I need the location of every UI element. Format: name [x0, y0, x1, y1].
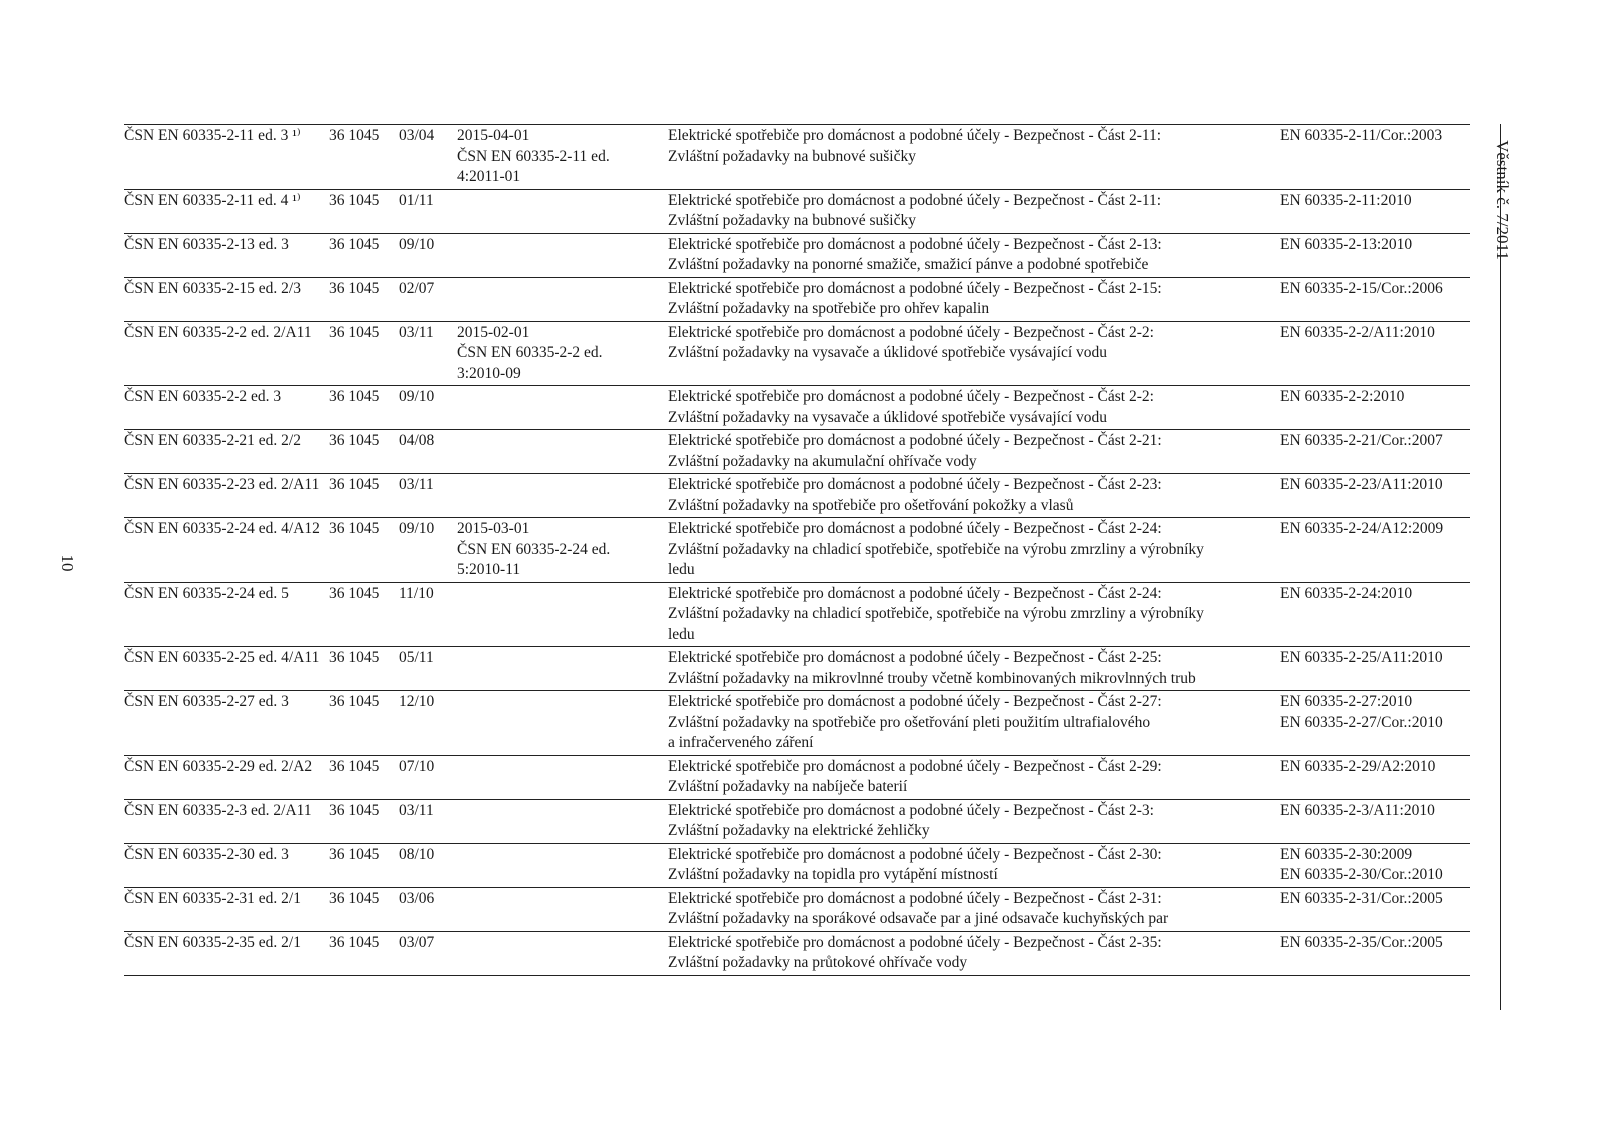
en-reference: EN 60335-2-24/A12:2009 — [1280, 518, 1470, 583]
table-row — [124, 518, 1470, 583]
standard-designation: ČSN EN 60335-2-23 ed. 2/A11 — [124, 474, 329, 518]
en-reference: EN 60335-2-23/A11:2010 — [1280, 474, 1470, 518]
standard-title: Elektrické spotřebiče pro domácnost a podobné účely - Bezpečnost - Část 2-11: Zvláštní požadavky na bubnové sušičky — [668, 125, 1280, 190]
journal-title: Věstník č. 7/2011 — [1493, 140, 1512, 260]
issue-date: 03/11 — [399, 474, 457, 518]
classification-code: 36 1045 — [329, 189, 399, 233]
table-row — [124, 125, 1470, 190]
classification-code: 36 1045 — [329, 799, 399, 843]
withdrawal-date — [457, 887, 668, 931]
table-row — [124, 277, 1470, 321]
table-row — [124, 691, 1470, 756]
issue-date: 09/10 — [399, 386, 457, 430]
withdrawal-date — [457, 755, 668, 799]
classification-code: 36 1045 — [329, 647, 399, 691]
standard-title: Elektrické spotřebiče pro domácnost a podobné účely - Bezpečnost - Část 2-29: Zvláštní požadavky na nabíječe baterií — [668, 755, 1280, 799]
en-reference: EN 60335-2-25/A11:2010 — [1280, 647, 1470, 691]
table-row — [124, 931, 1470, 975]
standard-designation: ČSN EN 60335-2-11 ed. 3 ¹⁾ — [124, 125, 329, 190]
table-row — [124, 430, 1470, 474]
standard-designation: ČSN EN 60335-2-25 ed. 4/A11 — [124, 647, 329, 691]
classification-code: 36 1045 — [329, 277, 399, 321]
standard-designation: ČSN EN 60335-2-31 ed. 2/1 — [124, 887, 329, 931]
standard-title: Elektrické spotřebiče pro domácnost a podobné účely - Bezpečnost - Část 2-3: Zvláštní požadavky na elektrické žehličky — [668, 799, 1280, 843]
issue-date: 09/10 — [399, 518, 457, 583]
standard-title: Elektrické spotřebiče pro domácnost a podobné účely - Bezpečnost - Část 2-24: Zvláštní požadavky na chladicí spotřebiče, spotřebiče na výrobu zmrzliny a výrobníky ledu — [668, 518, 1280, 583]
table-row — [124, 799, 1470, 843]
issue-date: 02/07 — [399, 277, 457, 321]
issue-date: 11/10 — [399, 582, 457, 647]
withdrawal-date — [457, 189, 668, 233]
issue-date: 01/11 — [399, 189, 457, 233]
standard-designation: ČSN EN 60335-2-24 ed. 4/A12 — [124, 518, 329, 583]
standard-designation: ČSN EN 60335-2-3 ed. 2/A11 — [124, 799, 329, 843]
en-reference: EN 60335-2-24:2010 — [1280, 582, 1470, 647]
standard-designation: ČSN EN 60335-2-27 ed. 3 — [124, 691, 329, 756]
classification-code: 36 1045 — [329, 518, 399, 583]
standard-title: Elektrické spotřebiče pro domácnost a podobné účely - Bezpečnost - Část 2-25: Zvláštní požadavky na mikrovlnné trouby včetně kombinovaných mikrovlnných trub — [668, 647, 1280, 691]
issue-date: 03/04 — [399, 125, 457, 190]
en-reference: EN 60335-2-21/Cor.:2007 — [1280, 430, 1470, 474]
en-reference: EN 60335-2-3/A11:2010 — [1280, 799, 1470, 843]
issue-date: 12/10 — [399, 691, 457, 756]
classification-code: 36 1045 — [329, 233, 399, 277]
classification-code: 36 1045 — [329, 582, 399, 647]
table-row — [124, 233, 1470, 277]
classification-code: 36 1045 — [329, 843, 399, 887]
en-reference: EN 60335-2-15/Cor.:2006 — [1280, 277, 1470, 321]
withdrawal-date — [457, 843, 668, 887]
en-reference: EN 60335-2-35/Cor.:2005 — [1280, 931, 1470, 975]
en-reference: EN 60335-2-29/A2:2010 — [1280, 755, 1470, 799]
classification-code: 36 1045 — [329, 755, 399, 799]
table-row — [124, 843, 1470, 887]
withdrawal-date: 2015-02-01 ČSN EN 60335-2-2 ed. 3:2010-09 — [457, 321, 668, 386]
en-reference: EN 60335-2-2/A11:2010 — [1280, 321, 1470, 386]
issue-date: 03/11 — [399, 321, 457, 386]
table-row — [124, 755, 1470, 799]
standard-designation: ČSN EN 60335-2-35 ed. 2/1 — [124, 931, 329, 975]
withdrawal-date — [457, 799, 668, 843]
standard-title: Elektrické spotřebiče pro domácnost a podobné účely - Bezpečnost - Část 2-11: Zvláštní požadavky na bubnové sušičky — [668, 189, 1280, 233]
table-row — [124, 582, 1470, 647]
issue-date: 04/08 — [399, 430, 457, 474]
standard-designation: ČSN EN 60335-2-24 ed. 5 — [124, 582, 329, 647]
standard-designation: ČSN EN 60335-2-2 ed. 2/A11 — [124, 321, 329, 386]
withdrawal-date — [457, 647, 668, 691]
en-reference: EN 60335-2-11:2010 — [1280, 189, 1470, 233]
en-reference: EN 60335-2-11/Cor.:2003 — [1280, 125, 1470, 190]
standard-title: Elektrické spotřebiče pro domácnost a podobné účely - Bezpečnost - Část 2-15: Zvláštní požadavky na spotřebiče pro ohřev kapalin — [668, 277, 1280, 321]
withdrawal-date — [457, 691, 668, 756]
withdrawal-date: 2015-04-01 ČSN EN 60335-2-11 ed. 4:2011-01 — [457, 125, 668, 190]
standard-title: Elektrické spotřebiče pro domácnost a podobné účely - Bezpečnost - Část 2-35: Zvláštní požadavky na průtokové ohřívače vody — [668, 931, 1280, 975]
en-reference: EN 60335-2-30:2009 EN 60335-2-30/Cor.:2010 — [1280, 843, 1470, 887]
en-reference: EN 60335-2-2:2010 — [1280, 386, 1470, 430]
issue-date: 08/10 — [399, 843, 457, 887]
withdrawal-date — [457, 931, 668, 975]
standard-designation: ČSN EN 60335-2-2 ed. 3 — [124, 386, 329, 430]
withdrawal-date — [457, 430, 668, 474]
classification-code: 36 1045 — [329, 386, 399, 430]
table-row — [124, 647, 1470, 691]
issue-date: 03/06 — [399, 887, 457, 931]
en-reference: EN 60335-2-31/Cor.:2005 — [1280, 887, 1470, 931]
standard-designation: ČSN EN 60335-2-21 ed. 2/2 — [124, 430, 329, 474]
standard-title: Elektrické spotřebiče pro domácnost a podobné účely - Bezpečnost - Část 2-2: Zvláštní požadavky na vysavače a úklidové spotřebiče vysávající vodu — [668, 386, 1280, 430]
standard-title: Elektrické spotřebiče pro domácnost a podobné účely - Bezpečnost - Část 2-21: Zvláštní požadavky na akumulační ohřívače vody — [668, 430, 1280, 474]
issue-date: 05/11 — [399, 647, 457, 691]
standard-designation: ČSN EN 60335-2-30 ed. 3 — [124, 843, 329, 887]
page-number: 10 — [58, 554, 77, 572]
classification-code: 36 1045 — [329, 887, 399, 931]
withdrawal-date — [457, 582, 668, 647]
withdrawal-date — [457, 474, 668, 518]
withdrawal-date: 2015-03-01 ČSN EN 60335-2-24 ed. 5:2010-11 — [457, 518, 668, 583]
table-row — [124, 887, 1470, 931]
standards-table — [124, 124, 1470, 976]
classification-code: 36 1045 — [329, 474, 399, 518]
standard-designation: ČSN EN 60335-2-29 ed. 2/A2 — [124, 755, 329, 799]
standards-table-body — [124, 125, 1470, 976]
classification-code: 36 1045 — [329, 321, 399, 386]
withdrawal-date — [457, 277, 668, 321]
table-row — [124, 386, 1470, 430]
issue-date: 07/10 — [399, 755, 457, 799]
withdrawal-date — [457, 386, 668, 430]
table-row — [124, 189, 1470, 233]
table-row — [124, 474, 1470, 518]
standard-title: Elektrické spotřebiče pro domácnost a podobné účely - Bezpečnost - Část 2-13: Zvláštní požadavky na ponorné smažiče, smažicí pánve a podobné spotřebiče — [668, 233, 1280, 277]
classification-code: 36 1045 — [329, 691, 399, 756]
standard-designation: ČSN EN 60335-2-13 ed. 3 — [124, 233, 329, 277]
en-reference: EN 60335-2-13:2010 — [1280, 233, 1470, 277]
standards-table-container — [124, 124, 1470, 976]
margin-rule — [1500, 124, 1501, 1010]
classification-code: 36 1045 — [329, 430, 399, 474]
withdrawal-date — [457, 233, 668, 277]
classification-code: 36 1045 — [329, 931, 399, 975]
standard-title: Elektrické spotřebiče pro domácnost a podobné účely - Bezpečnost - Část 2-24: Zvláštní požadavky na chladicí spotřebiče, spotřebiče na výrobu zmrzliny a výrobníky ledu — [668, 582, 1280, 647]
standard-title: Elektrické spotřebiče pro domácnost a podobné účely - Bezpečnost - Část 2-2: Zvláštní požadavky na vysavače a úklidové spotřebiče vysávající vodu — [668, 321, 1280, 386]
standard-title: Elektrické spotřebiče pro domácnost a podobné účely - Bezpečnost - Část 2-27: Zvláštní požadavky na spotřebiče pro ošetřování pleti použitím ultrafialového a infračerveného záření — [668, 691, 1280, 756]
standard-title: Elektrické spotřebiče pro domácnost a podobné účely - Bezpečnost - Část 2-30: Zvláštní požadavky na topidla pro vytápění místností — [668, 843, 1280, 887]
standard-title: Elektrické spotřebiče pro domácnost a podobné účely - Bezpečnost - Část 2-23: Zvláštní požadavky na spotřebiče pro ošetřování pokožky a vlasů — [668, 474, 1280, 518]
standard-designation: ČSN EN 60335-2-11 ed. 4 ¹⁾ — [124, 189, 329, 233]
table-row — [124, 321, 1470, 386]
issue-date: 09/10 — [399, 233, 457, 277]
en-reference: EN 60335-2-27:2010 EN 60335-2-27/Cor.:2010 — [1280, 691, 1470, 756]
standard-designation: ČSN EN 60335-2-15 ed. 2/3 — [124, 277, 329, 321]
classification-code: 36 1045 — [329, 125, 399, 190]
issue-date: 03/07 — [399, 931, 457, 975]
standard-title: Elektrické spotřebiče pro domácnost a podobné účely - Bezpečnost - Část 2-31: Zvláštní požadavky na sporákové odsavače par a jiné odsavače kuchyňských par — [668, 887, 1280, 931]
issue-date: 03/11 — [399, 799, 457, 843]
